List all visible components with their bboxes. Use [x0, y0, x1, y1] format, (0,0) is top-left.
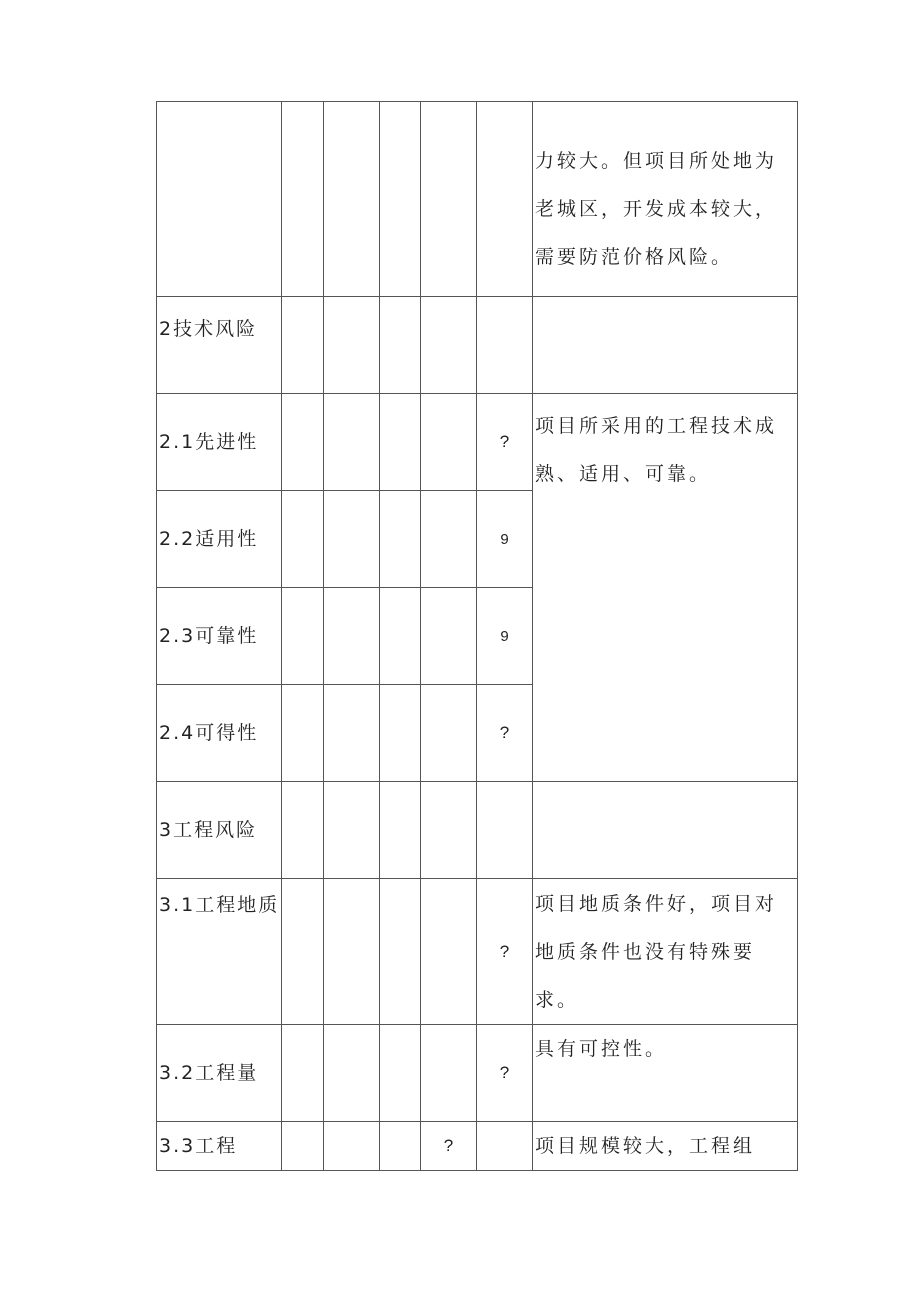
rating-cell: [421, 588, 477, 685]
rating-cell: [421, 394, 477, 491]
table-row: [157, 394, 798, 491]
rating-cell: [421, 782, 477, 879]
rating-cell: ?: [421, 1122, 477, 1171]
rating-cell: [282, 588, 324, 685]
rating-cell: [421, 102, 477, 297]
rating-cell: ?: [477, 685, 533, 782]
risk-description: 具有可控性。: [533, 1025, 798, 1122]
rating-cell: [380, 1025, 421, 1122]
risk-item-label: 2.4可得性: [157, 685, 282, 782]
table-row: [157, 102, 798, 297]
rating-cell: [324, 782, 380, 879]
rating-cell: [282, 685, 324, 782]
risk-item-label: 2技术风险: [157, 297, 282, 394]
rating-cell: 9: [477, 588, 533, 685]
rating-cell: [282, 491, 324, 588]
rating-cell: [477, 782, 533, 879]
rating-cell: [324, 394, 380, 491]
rating-cell: 9: [477, 491, 533, 588]
rating-cell: [380, 297, 421, 394]
risk-item-label: 3.2工程量: [157, 1025, 282, 1122]
risk-item-label: 3.1工程地质: [157, 879, 282, 1025]
rating-cell: [421, 1025, 477, 1122]
rating-cell: ?: [477, 394, 533, 491]
rating-cell: [421, 297, 477, 394]
risk-description: [533, 782, 798, 879]
rating-cell: [477, 297, 533, 394]
table-row: [157, 782, 798, 879]
rating-cell: [324, 1025, 380, 1122]
rating-cell: [477, 102, 533, 297]
risk-description: 项目所采用的工程技术成熟、适用、可靠。: [533, 394, 798, 782]
rating-cell: [380, 879, 421, 1025]
rating-cell: [282, 102, 324, 297]
risk-description: [533, 297, 798, 394]
rating-cell: [380, 782, 421, 879]
table-row: [157, 297, 798, 394]
rating-cell: [380, 491, 421, 588]
rating-cell: [380, 685, 421, 782]
table-row: [157, 1025, 798, 1122]
risk-description: 力较大。但项目所处地为老城区，开发成本较大，需要防范价格风险。: [533, 102, 798, 297]
rating-cell: [282, 1025, 324, 1122]
risk-item-label: 2.1先进性: [157, 394, 282, 491]
risk-description: 项目规模较大，工程组: [533, 1122, 798, 1171]
rating-cell: [282, 297, 324, 394]
risk-item-label: 2.2适用性: [157, 491, 282, 588]
rating-cell: [324, 1122, 380, 1171]
risk-assessment-table: [156, 101, 798, 1171]
risk-item-label: [157, 102, 282, 297]
rating-cell: ?: [477, 1025, 533, 1122]
table-row: [157, 1122, 798, 1171]
rating-cell: [324, 879, 380, 1025]
risk-description: 项目地质条件好，项目对地质条件也没有特殊要求。: [533, 879, 798, 1025]
risk-item-label: 3工程风险: [157, 782, 282, 879]
rating-cell: [282, 1122, 324, 1171]
rating-cell: [421, 685, 477, 782]
rating-cell: [324, 297, 380, 394]
rating-cell: [324, 102, 380, 297]
rating-cell: [380, 394, 421, 491]
rating-cell: ?: [477, 879, 533, 1025]
risk-item-label: 2.3可靠性: [157, 588, 282, 685]
rating-cell: [421, 879, 477, 1025]
rating-cell: [421, 491, 477, 588]
rating-cell: [324, 491, 380, 588]
rating-cell: [282, 782, 324, 879]
rating-cell: [282, 879, 324, 1025]
rating-cell: [324, 685, 380, 782]
rating-cell: [380, 1122, 421, 1171]
rating-cell: [380, 102, 421, 297]
risk-item-label: 3.3工程: [157, 1122, 282, 1171]
rating-cell: [282, 394, 324, 491]
rating-cell: [477, 1122, 533, 1171]
rating-cell: [380, 588, 421, 685]
table-row: [157, 879, 798, 1025]
rating-cell: [324, 588, 380, 685]
